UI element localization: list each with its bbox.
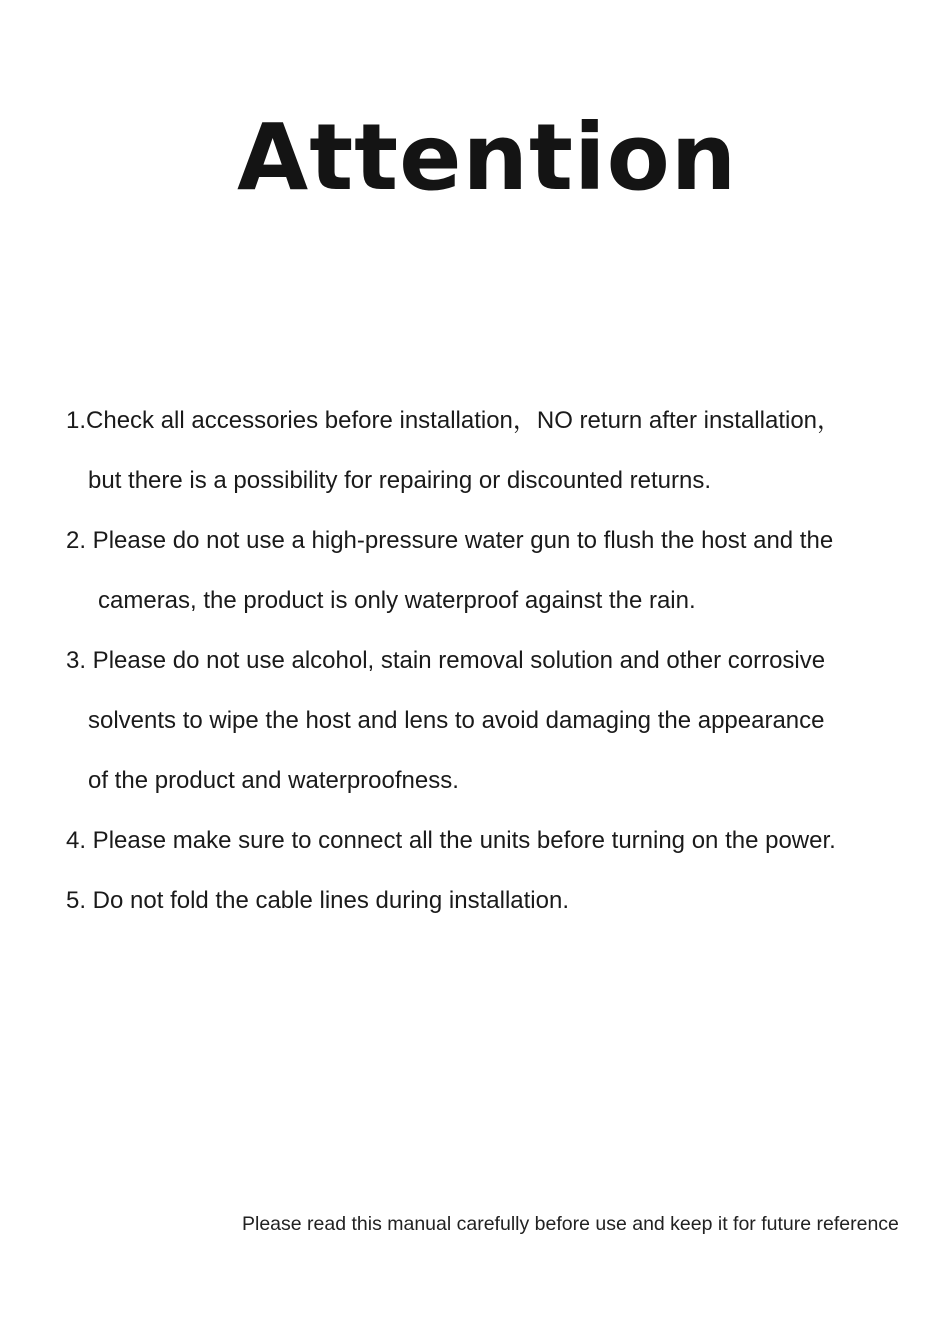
notice-2-line-1: 2. Please do not use a high-pressure water gun to flush the host and the (66, 527, 834, 554)
notice-2-line-2: cameras, the product is only waterproof against the rain. (98, 587, 696, 614)
notice-4-line-1: 4. Please make sure to connect all the units before turning on the power. (66, 827, 836, 854)
notice-1-line-2: but there is a possibility for repairing or discounted returns. (88, 467, 711, 494)
footer-note: Please read this manual carefully before use and keep it for future reference (242, 1213, 899, 1235)
page-title: Attention (237, 104, 738, 211)
notice-1-line-1: 1.Check all accessories before installation，NO return after installation， (66, 407, 842, 434)
notice-5-line-1: 5. Do not fold the cable lines during installation. (66, 887, 569, 914)
notice-3-line-1: 3. Please do not use alcohol, stain removal solution and other corrosive (66, 647, 826, 674)
notice-3-line-2: solvents to wipe the host and lens to avoid damaging the appearance (88, 707, 825, 734)
notice-3-line-3: of the product and waterproofness. (88, 767, 459, 794)
